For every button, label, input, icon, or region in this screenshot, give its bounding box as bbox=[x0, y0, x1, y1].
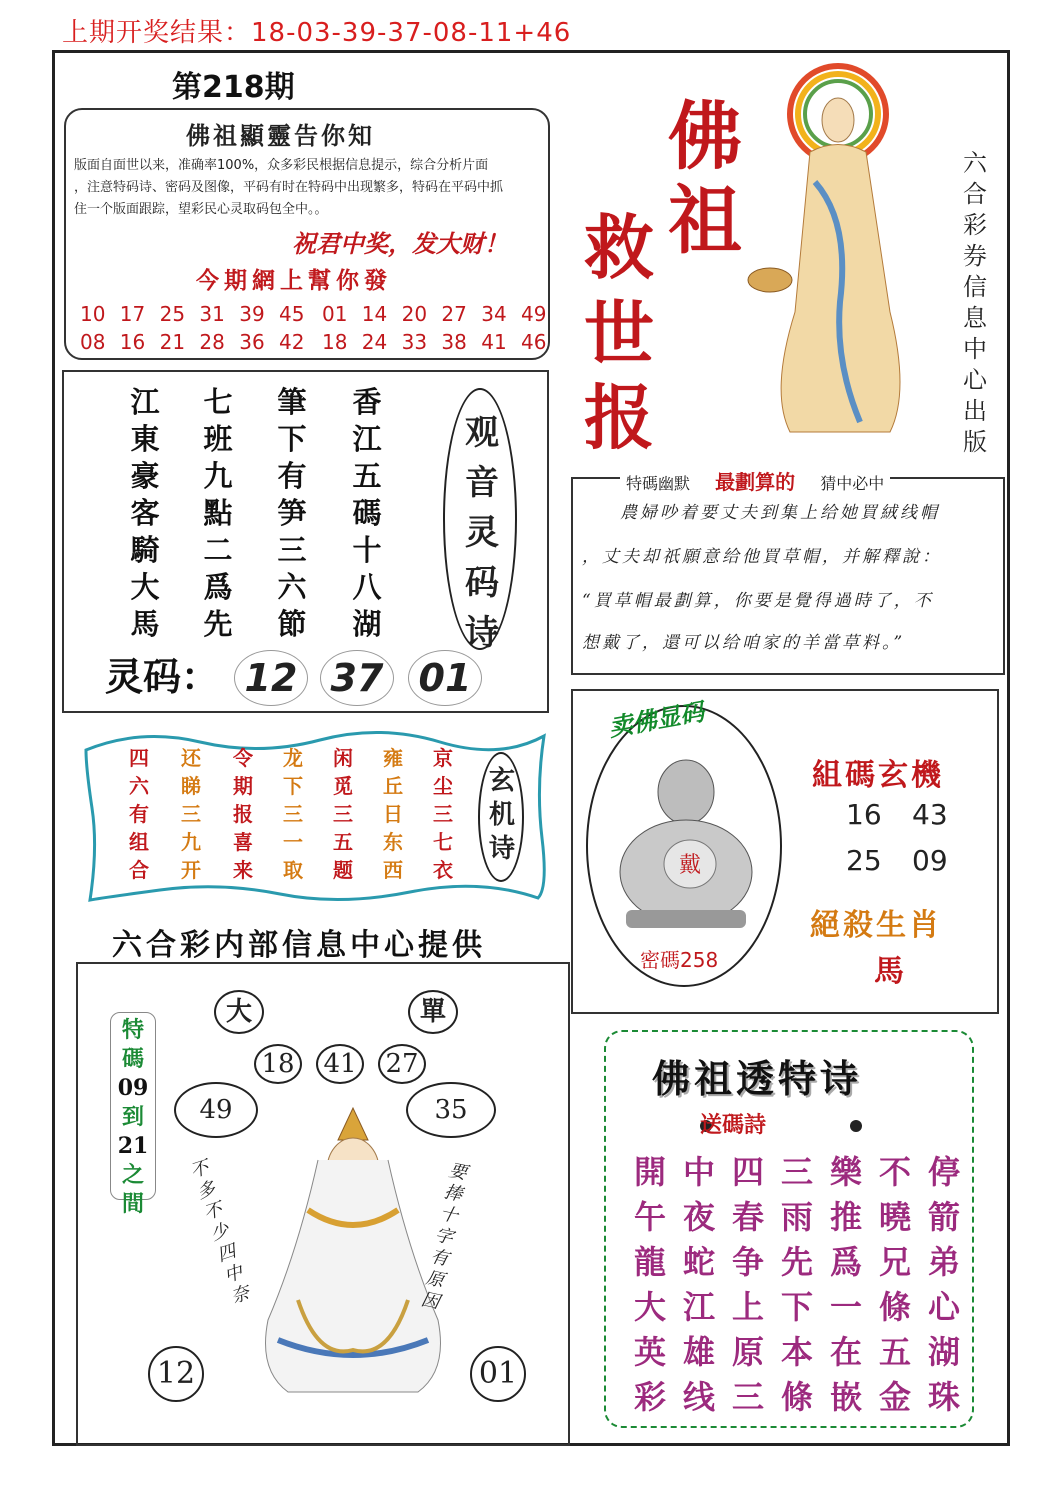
publisher-text: 六合彩券信息中心出版 bbox=[963, 149, 987, 456]
joke-head-right: 猜中必中 bbox=[820, 474, 885, 493]
tema-char: 間 bbox=[121, 1191, 144, 1217]
joke-header bbox=[620, 466, 890, 495]
xuanji-title: 玄机诗 bbox=[488, 766, 515, 864]
lingma-code: 37 bbox=[320, 650, 394, 706]
masthead-char: 世 bbox=[584, 292, 654, 375]
joke-line: 想戴了，還可以给咱家的羊當草料。” bbox=[582, 633, 906, 653]
xuanji-column: 雍丘日东西 bbox=[383, 746, 403, 882]
bodhisattva-image bbox=[740, 62, 950, 442]
lingma-code: 01 bbox=[408, 650, 482, 706]
intro-line: ，注意特码诗、密码及图像，平码有时在特码中出现繁多，特码在平码中抓 bbox=[74, 180, 504, 195]
buddha-stamp: 戴 bbox=[678, 853, 702, 878]
bullet-dot bbox=[850, 1120, 862, 1132]
bottom-number: 12 bbox=[148, 1346, 204, 1402]
special-poem-subtitle: 送碼詩 bbox=[700, 1112, 767, 1138]
masthead-char: 祖 bbox=[668, 178, 742, 264]
special-poem-column: 中夜蛇江雄线 bbox=[682, 1153, 715, 1416]
tema-text bbox=[110, 1016, 156, 1219]
poem-column: 七班九點二爲先 bbox=[203, 385, 233, 641]
special-poem-column: 停箭弟心湖珠 bbox=[927, 1153, 960, 1416]
intro-line: 版面自面世以来，准确率100%，众多彩民根据信息提示，综合分析片面 bbox=[74, 158, 489, 173]
buddha-title: 卖佛显码 bbox=[606, 696, 707, 743]
tema-num: 09 bbox=[117, 1075, 149, 1101]
xuanji-column: 龙下三一取 bbox=[283, 746, 303, 882]
joke-head-title: 最劃算的 bbox=[715, 470, 796, 494]
big-badge: 大 bbox=[214, 990, 264, 1034]
zuma-number: 09 bbox=[912, 844, 948, 877]
laughing-buddha-image bbox=[606, 752, 766, 932]
joke-line: ，丈夫却祇願意给他買草帽，并解釋說： bbox=[582, 547, 942, 567]
right-verse: 要捧十字有原因 bbox=[419, 1159, 469, 1314]
issue-number: 第218期 bbox=[172, 70, 295, 105]
number-oval: 35 bbox=[406, 1082, 496, 1138]
number-row: 10 17 25 31 39 45 bbox=[80, 302, 305, 326]
number-circle: 27 bbox=[378, 1044, 426, 1084]
bottom-number: 01 bbox=[470, 1346, 526, 1402]
lingma-code: 12 bbox=[234, 650, 308, 706]
number-row: 01 14 20 27 34 49 bbox=[322, 302, 547, 326]
tema-char: 到 bbox=[121, 1104, 144, 1130]
number-circle: 41 bbox=[316, 1044, 364, 1084]
masthead-char: 救 bbox=[584, 206, 654, 289]
special-poem-column: 樂推爲一在嵌 bbox=[829, 1153, 862, 1416]
zuma-number: 25 bbox=[846, 844, 882, 877]
joke-line: 農婦吵着要丈夫到集上给她買絨线帽 bbox=[620, 503, 940, 523]
poem-title: 观音灵码诗 bbox=[465, 413, 499, 653]
poem-column: 筆下有笋三六節 bbox=[277, 385, 307, 641]
zuma-title: 組碼玄機 bbox=[812, 758, 944, 793]
zuma-number: 16 bbox=[846, 798, 882, 831]
tema-char: 之 bbox=[121, 1162, 144, 1188]
special-poem-column: 開午龍大英彩 bbox=[633, 1153, 666, 1416]
poem-column: 江東豪客騎大馬 bbox=[130, 385, 160, 641]
masthead-char: 佛 bbox=[668, 94, 742, 180]
number-row: 18 24 33 38 41 46 bbox=[322, 330, 547, 354]
tema-char: 碼 bbox=[121, 1046, 144, 1072]
zuma-number: 43 bbox=[912, 798, 948, 831]
number-row: 08 16 21 28 36 42 bbox=[80, 330, 305, 354]
joke-line: “買草帽最劃算，你要是覺得過時了，不 bbox=[582, 591, 934, 611]
special-poem-column: 不曉兄條五金 bbox=[878, 1153, 911, 1416]
special-poem-column: 三雨先下本條 bbox=[780, 1153, 813, 1416]
xuanji-column: 闲觅三五题 bbox=[333, 746, 353, 882]
xuanji-column: 京尘三七衣 bbox=[433, 746, 453, 882]
tema-num: 21 bbox=[117, 1133, 149, 1159]
left-verse: 不多不少四中奈 bbox=[187, 1156, 253, 1309]
intro-title: 佛祖顯靈告你知 bbox=[186, 121, 375, 150]
intro-line: 住一个版面跟踪，望彩民心灵取码包全中。。 bbox=[74, 202, 328, 217]
wish-text: 祝君中奖，发大财！ bbox=[292, 229, 508, 258]
tema-char: 特 bbox=[121, 1017, 144, 1043]
number-oval: 49 bbox=[174, 1082, 258, 1138]
joke-head-left: 特碼幽默 bbox=[626, 474, 691, 493]
xuanji-column: 还睇三九开 bbox=[181, 746, 201, 882]
single-badge: 單 bbox=[408, 990, 458, 1034]
lingma-label: 灵码： bbox=[105, 654, 220, 699]
provided-by: 六合彩内部信息中心提供 bbox=[112, 928, 486, 963]
special-poem-title: 佛祖透特诗 bbox=[652, 1056, 863, 1101]
xuanji-column: 令期报喜来 bbox=[233, 746, 253, 882]
help-title: 今期網上幫你發 bbox=[196, 267, 392, 294]
poem-column: 香江五碼十八湖 bbox=[352, 385, 382, 641]
xuanji-column: 四六有组合 bbox=[129, 746, 149, 882]
number-circle: 18 bbox=[254, 1044, 302, 1084]
last-draw-result: 上期开奖结果：18-03-39-37-08-11+46 bbox=[62, 18, 572, 48]
juesha-title: 絕殺生肖 bbox=[810, 908, 942, 943]
masthead-char: 报 bbox=[584, 376, 654, 459]
juesha-zodiac: 馬 bbox=[874, 954, 904, 989]
mima-text: 密碼258 bbox=[640, 948, 719, 972]
special-poem-column: 四春争上原三 bbox=[731, 1153, 764, 1416]
